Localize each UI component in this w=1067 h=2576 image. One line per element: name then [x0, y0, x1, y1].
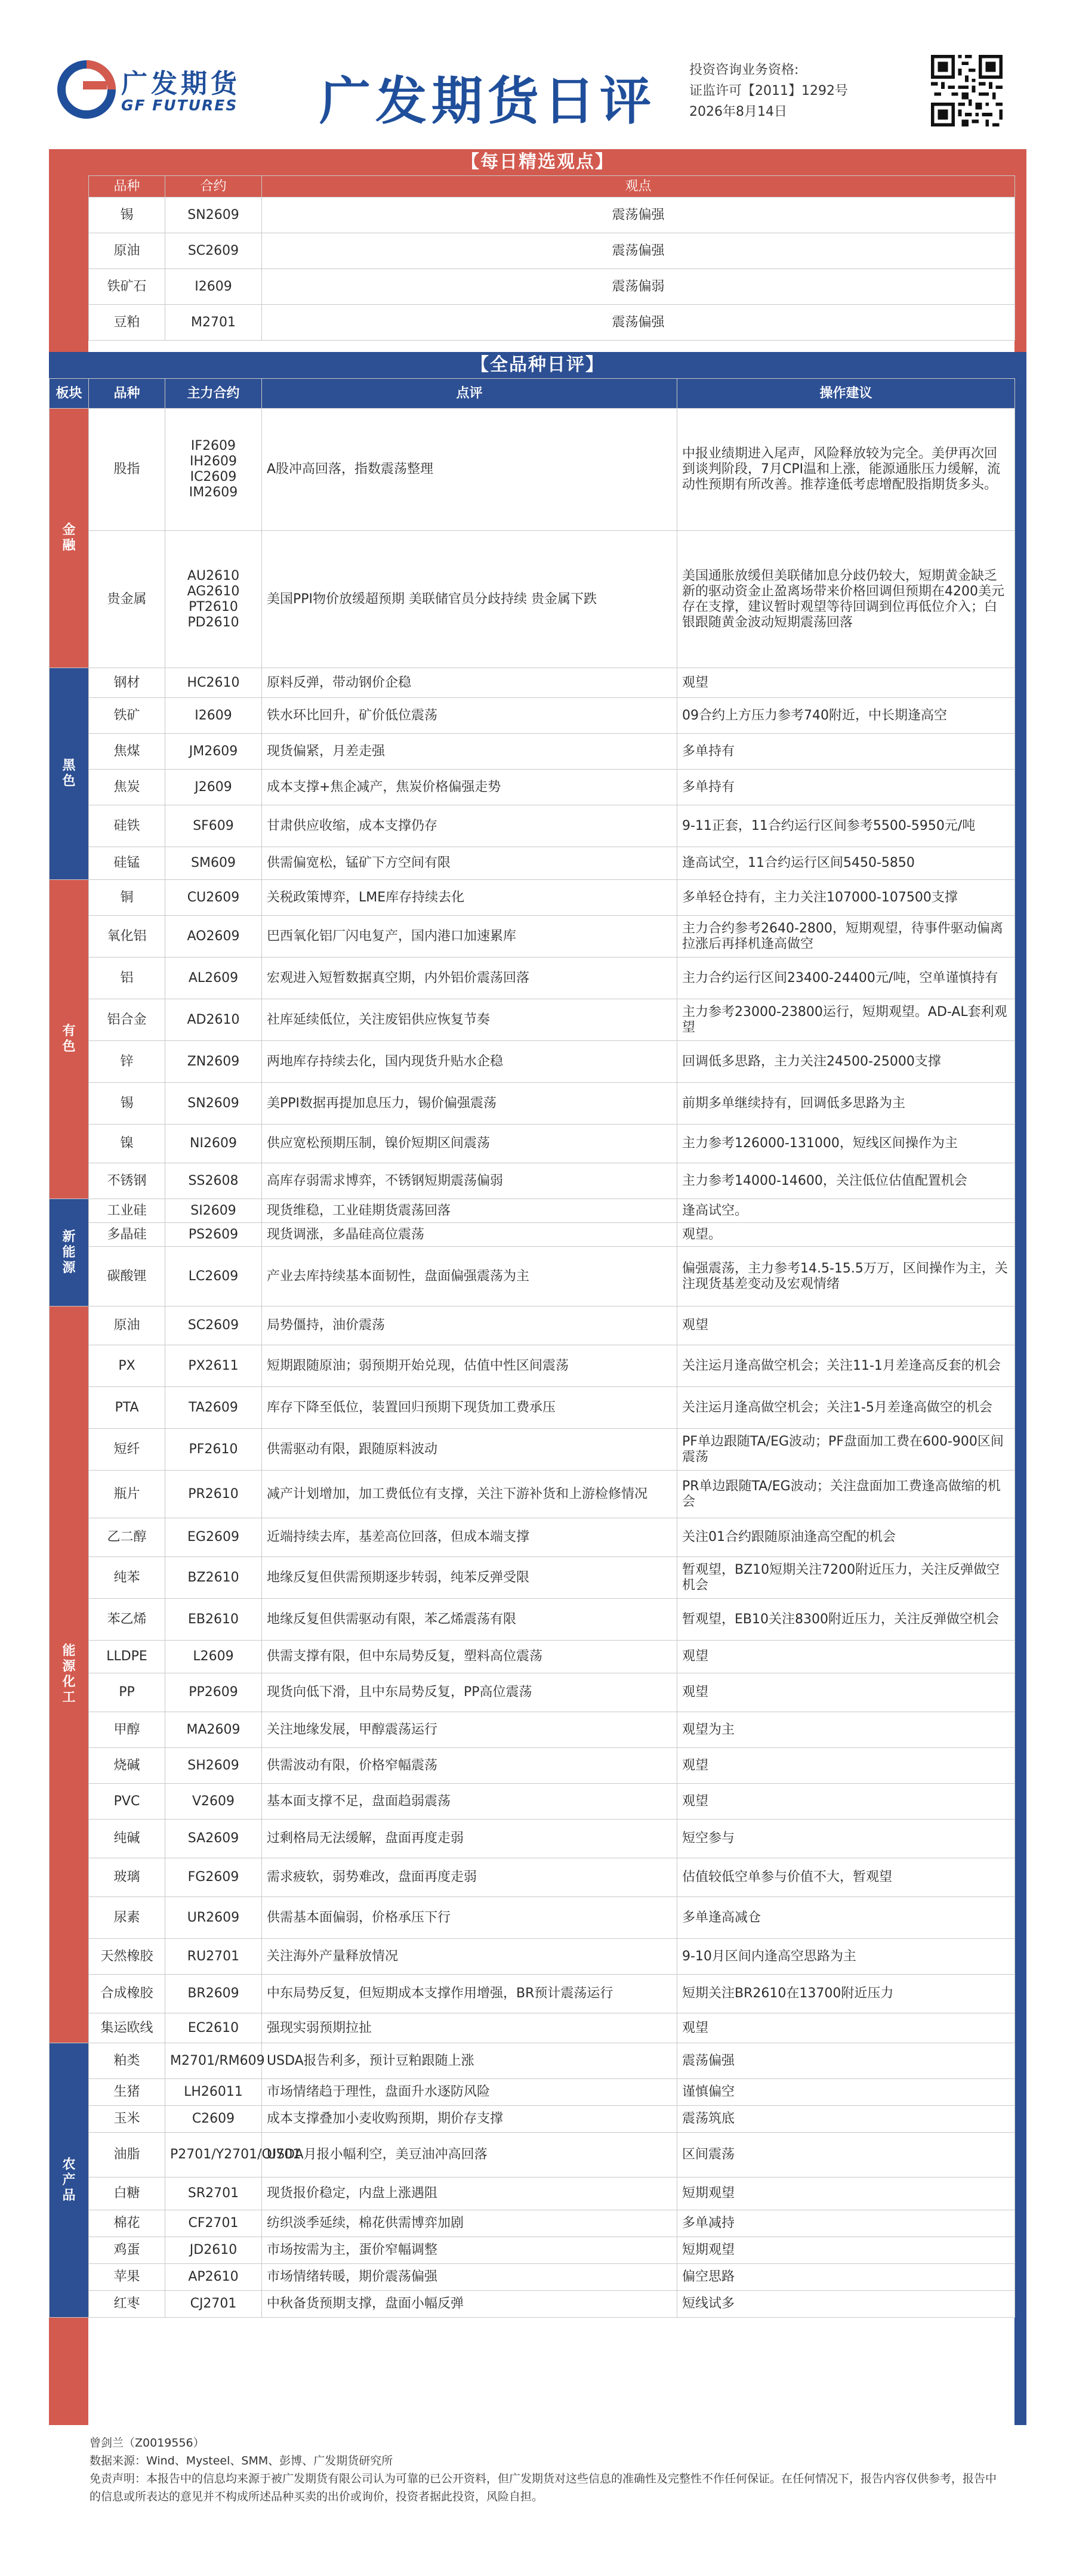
comment-cell: 成本支撑+焦企减产，焦炭价格偏强走势 — [262, 770, 677, 805]
comment-cell: 供需波动有限，价格窄幅震荡 — [262, 1748, 677, 1784]
contract-cell: JD2610 — [165, 2237, 262, 2264]
variety-cell: 铜 — [89, 880, 165, 916]
comment-cell: 现货报价稳定，内盘上涨遇阻 — [262, 2177, 677, 2210]
advice-cell: PF单边跟随TA/EG波动；PF盘面加工费在600-900区间震荡 — [677, 1429, 1015, 1471]
disclaimer: 免责声明：本报告中的信息均来源于被广发期货有限公司认为可靠的已公开资料，但广发期货对这些信息的准确性及完整性不作任何保证。在任何情况下，报告内容仅供参考，报告中的信息或所表达的意见并不构成所述品种买卖的出价或询价，投资者据此投资，风险自担。 — [90, 2472, 997, 2503]
variety-cell: 铁矿石 — [89, 269, 165, 305]
table-row — [50, 1557, 1015, 1599]
variety-cell: 不锈钢 — [89, 1163, 165, 1199]
contract-cell: EG2609 — [165, 1518, 262, 1557]
comment-cell: 宏观进入短暂数据真空期，内外铝价震荡回落 — [262, 957, 677, 999]
table-row — [89, 305, 1015, 341]
table-row — [50, 2210, 1015, 2237]
variety-cell: 尿素 — [89, 1897, 165, 1939]
column-header: 品种 — [89, 176, 165, 197]
table-row — [50, 1712, 1015, 1748]
table-row — [50, 916, 1015, 957]
table-row — [50, 1599, 1015, 1641]
advice-cell: 主力合约运行区间23400-24400元/吨，空单谨慎持有 — [677, 957, 1015, 999]
comment-cell: 地缘反复但供需驱动有限，苯乙烯震荡有限 — [262, 1599, 677, 1641]
table-row — [50, 1939, 1015, 1975]
comment-cell: 现货向低下滑，且中东局势反复，PP高位震荡 — [262, 1673, 677, 1712]
contract-cell: UR2609 — [165, 1897, 262, 1939]
variety-cell: 玉米 — [89, 2106, 165, 2133]
comment-cell: 原料反弹，带动钢价企稳 — [262, 668, 677, 698]
comment-cell: 关税政策博弈，LME库存持续去化 — [262, 880, 677, 916]
variety-cell: 烧碱 — [89, 1748, 165, 1784]
contract-cell: AO2609 — [165, 916, 262, 957]
table-row — [50, 880, 1015, 916]
column-header: 合约 — [165, 176, 262, 197]
contract-cell: I2609 — [165, 269, 262, 305]
sector-name: 新 能 源 — [62, 1229, 76, 1275]
variety-cell: 玻璃 — [89, 1858, 165, 1897]
comment-cell: 甘肃供应收缩，成本支撑仍存 — [262, 805, 677, 847]
column-header: 操作建议 — [677, 379, 1015, 409]
comment-cell: 美国PPI物价放缓超预期 美联储官员分歧持续 贵金属下跌 — [262, 531, 677, 668]
table-row — [50, 1641, 1015, 1673]
report-date: 2026年8月14日 — [689, 104, 787, 119]
contract-cell: SN2609 — [165, 1083, 262, 1125]
sector-name: 黑 色 — [62, 758, 76, 789]
contract-cell: SC2609 — [165, 233, 262, 269]
contract-cell: SH2609 — [165, 1748, 262, 1784]
advice-cell: 偏强震荡，主力参考14.5-15.5万万，区间操作为主，关注现货基差变动及宏观情绪 — [677, 1247, 1015, 1306]
table-row — [50, 1306, 1015, 1345]
variety-cell: 乙二醇 — [89, 1518, 165, 1557]
advice-cell: 估值较低空单参与价值不大，暂观望 — [677, 1858, 1015, 1897]
table-row — [50, 698, 1015, 734]
table-row — [50, 1858, 1015, 1897]
comment-cell: 产业去库持续基本面韧性，盘面偏强震荡为主 — [262, 1247, 677, 1306]
table-row — [50, 2106, 1015, 2133]
table-row — [50, 409, 1015, 531]
variety-cell: PP — [89, 1673, 165, 1712]
table-row — [50, 1247, 1015, 1306]
variety-cell: 贵金属 — [89, 531, 165, 668]
variety-cell: 棉花 — [89, 2210, 165, 2237]
contract-cell: SM609 — [165, 847, 262, 880]
variety-cell: 豆粕 — [89, 305, 165, 341]
comment-cell: 纺织淡季延续，棉花供需博弈加剧 — [262, 2210, 677, 2237]
contract-cell: BZ2610 — [165, 1557, 262, 1599]
contract-cell: M2701 — [165, 305, 262, 341]
contract-cell: BR2609 — [165, 1975, 262, 2013]
gf-logo-mark-icon — [57, 60, 116, 119]
contract-cell: AD2610 — [165, 999, 262, 1041]
table-row — [50, 2264, 1015, 2291]
view-cell: 震荡偏强 — [262, 233, 1015, 269]
table-row — [50, 1041, 1015, 1083]
company-logo — [57, 60, 260, 125]
comment-cell: A股冲高回落，指数震荡整理 — [262, 409, 677, 531]
all-review-table — [49, 378, 1015, 2318]
table-row — [50, 1125, 1015, 1163]
advice-cell: 观望 — [677, 2013, 1015, 2043]
advice-cell: 关注运月逢高做空机会；关注11-1月差逢高反套的机会 — [677, 1345, 1015, 1387]
advice-cell: 谨慎偏空 — [677, 2079, 1015, 2106]
table-row — [50, 1748, 1015, 1784]
advice-cell: 暂观望，EB10关注8300附近压力，关注反弹做空机会 — [677, 1599, 1015, 1641]
contract-cell: RU2701 — [165, 1939, 262, 1975]
advice-cell: 观望 — [677, 1306, 1015, 1345]
advice-cell: 中报业绩期进入尾声，风险释放较为完全。美伊再次回到谈判阶段，7月CPI温和上涨，能源通胀压力缓解，流动性预期有所改善。推荐逢低考虑增配股指期货多头。 — [677, 409, 1015, 531]
daily-picks-title: 【每日精选观点】 — [49, 149, 1026, 175]
variety-cell: 工业硅 — [89, 1199, 165, 1223]
view-cell: 震荡偏弱 — [262, 269, 1015, 305]
advice-cell: 短期观望 — [677, 2177, 1015, 2210]
comment-cell: 过剩格局无法缓解，盘面再度走弱 — [262, 1820, 677, 1858]
variety-cell: PX — [89, 1345, 165, 1387]
advice-cell: 主力参考126000-131000，短线区间操作为主 — [677, 1125, 1015, 1163]
advice-cell: PR单边跟随TA/EG波动；关注盘面加工费逢高做缩的机会 — [677, 1471, 1015, 1518]
contract-cell: CF2701 — [165, 2210, 262, 2237]
table-row — [50, 1673, 1015, 1712]
table-row — [50, 734, 1015, 770]
column-header: 主力合约 — [165, 379, 262, 409]
advice-cell: 主力参考14000-14600，关注低位估值配置机会 — [677, 1163, 1015, 1199]
comment-cell: 成本支撑叠加小麦收购预期，期价存支撑 — [262, 2106, 677, 2133]
table-row — [50, 2291, 1015, 2318]
comment-cell: 供需驱动有限，跟随原料波动 — [262, 1429, 677, 1471]
variety-cell: 铝合金 — [89, 999, 165, 1041]
contract-cell: IF2609 IH2609 IC2609 IM2609 — [165, 409, 262, 531]
advice-cell: 观望 — [677, 1673, 1015, 1712]
table-row — [89, 197, 1015, 233]
table-row — [50, 2177, 1015, 2210]
comment-cell: 近端持续去库，基差高位回落，但成本端支撑 — [262, 1518, 677, 1557]
table-row — [50, 957, 1015, 999]
qr-code-icon — [931, 55, 1003, 126]
comment-cell: 市场情绪趋于理性，盘面升水逐防风险 — [262, 2079, 677, 2106]
table-row — [50, 770, 1015, 805]
comment-cell: 库存下降至低位，装置回归预期下现货加工费承压 — [262, 1387, 677, 1429]
advice-cell: 主力合约参考2640-2800，短期观望，待事件驱动偏离拉涨后再择机逢高做空 — [677, 916, 1015, 957]
comment-cell: 美PPI数据再提加息压力，锡价偏强震荡 — [262, 1083, 677, 1125]
variety-cell: 锌 — [89, 1041, 165, 1083]
comment-cell: 两地库存持续去化，国内现货升贴水企稳 — [262, 1041, 677, 1083]
comment-cell: 强现实弱预期拉扯 — [262, 2013, 677, 2043]
sector-name: 农 产 品 — [62, 2157, 76, 2203]
frame-right-bar-top — [1014, 149, 1026, 352]
column-header: 观点 — [262, 176, 1015, 197]
variety-cell: 硅锰 — [89, 847, 165, 880]
variety-cell: 硅铁 — [89, 805, 165, 847]
advice-cell: 逢高试空，11合约运行区间5450-5850 — [677, 847, 1015, 880]
column-header: 品种 — [89, 379, 165, 409]
contract-cell: J2609 — [165, 770, 262, 805]
table-row — [50, 1820, 1015, 1858]
table-row — [50, 1199, 1015, 1223]
variety-cell: 原油 — [89, 233, 165, 269]
comment-cell: USDA报告利多，预计豆粕跟随上涨 — [262, 2043, 677, 2079]
license-info — [689, 60, 848, 122]
contract-cell: LH26011 — [165, 2079, 262, 2106]
comment-cell: 现货偏紧，月差走强 — [262, 734, 677, 770]
advice-cell: 短空参与 — [677, 1820, 1015, 1858]
advice-cell: 观望 — [677, 668, 1015, 698]
comment-cell: 需求疲软，弱势难改，盘面再度走弱 — [262, 1858, 677, 1897]
advice-cell: 观望为主 — [677, 1712, 1015, 1748]
variety-cell: 焦煤 — [89, 734, 165, 770]
contract-cell: TA2609 — [165, 1387, 262, 1429]
advice-cell: 多单持有 — [677, 734, 1015, 770]
advice-cell: 09合约上方压力参考740附近，中长期逢高空 — [677, 698, 1015, 734]
contract-cell: MA2609 — [165, 1712, 262, 1748]
variety-cell: 苹果 — [89, 2264, 165, 2291]
comment-cell: 巴西氧化铝厂闪电复产，国内港口加速累库 — [262, 916, 677, 957]
sector-label — [50, 880, 89, 1199]
contract-cell: LC2609 — [165, 1247, 262, 1306]
sector-label — [50, 2043, 89, 2318]
contract-cell: SF609 — [165, 805, 262, 847]
comment-cell: 现货维稳，工业硅期货震荡回落 — [262, 1199, 677, 1223]
logo-english-text: GF FUTURES — [121, 97, 238, 114]
comment-cell: 中秋备货预期支撑，盘面小幅反弹 — [262, 2291, 677, 2318]
comment-cell: 局势僵持，油价震荡 — [262, 1306, 677, 1345]
table-row — [50, 2237, 1015, 2264]
table-row — [50, 1083, 1015, 1125]
page-title: 广发期货日评 — [319, 72, 656, 131]
contract-cell: PX2611 — [165, 1345, 262, 1387]
advice-cell: 关注01合约跟随原油逢高空配的机会 — [677, 1518, 1015, 1557]
variety-cell: 白糖 — [89, 2177, 165, 2210]
contract-cell: AU2610 AG2610 PT2610 PD2610 — [165, 531, 262, 668]
contract-cell: AP2610 — [165, 2264, 262, 2291]
comment-cell: 供应宽松预期压制，镍价短期区间震荡 — [262, 1125, 677, 1163]
variety-cell: 鸡蛋 — [89, 2237, 165, 2264]
advice-cell: 多单轻仓持有，主力关注107000-107500支撑 — [677, 880, 1015, 916]
variety-cell: 生猪 — [89, 2079, 165, 2106]
variety-cell: 甲醇 — [89, 1712, 165, 1748]
contract-cell: CJ2701 — [165, 2291, 262, 2318]
variety-cell: 碳酸锂 — [89, 1247, 165, 1306]
report-footer — [90, 2434, 1003, 2506]
comment-cell: 社库延续低位，关注废铝供应恢复节奏 — [262, 999, 677, 1041]
table-row — [50, 805, 1015, 847]
sector-label — [50, 1199, 89, 1306]
contract-cell: FG2609 — [165, 1858, 262, 1897]
advice-cell: 短期关注BR2610在13700附近压力 — [677, 1975, 1015, 2013]
advice-cell: 9-11正套，11合约运行区间参考5500-5950元/吨 — [677, 805, 1015, 847]
variety-cell: 钢材 — [89, 668, 165, 698]
comment-cell: 供需偏宽松，锰矿下方空间有限 — [262, 847, 677, 880]
table-row — [50, 1471, 1015, 1518]
sector-label — [50, 668, 89, 880]
table-row — [50, 1387, 1015, 1429]
advice-cell: 前期多单继续持有，回调低多思路为主 — [677, 1083, 1015, 1125]
variety-cell: LLDPE — [89, 1641, 165, 1673]
column-header: 板块 — [50, 379, 89, 409]
contract-cell: PR2610 — [165, 1471, 262, 1518]
sector-name: 有 色 — [62, 1024, 76, 1054]
contract-cell: HC2610 — [165, 668, 262, 698]
table-row — [50, 2133, 1015, 2177]
advice-cell: 主力参考23000-23800运行，短期观望。AD-AL套利观望 — [677, 999, 1015, 1041]
advice-cell: 多单逢高减仓 — [677, 1897, 1015, 1939]
contract-cell: CU2609 — [165, 880, 262, 916]
table-row — [89, 269, 1015, 305]
contract-cell: SS2608 — [165, 1163, 262, 1199]
sector-label — [50, 409, 89, 668]
advice-cell: 观望 — [677, 1641, 1015, 1673]
comment-cell: 关注地缘发展，甲醇震荡运行 — [262, 1712, 677, 1748]
comment-cell: 现货调涨，多晶硅高位震荡 — [262, 1223, 677, 1247]
sector-name: 能 源 化 工 — [62, 1644, 76, 1705]
comment-cell: 市场按需为主，蛋价窄幅调整 — [262, 2237, 677, 2264]
contract-cell: EC2610 — [165, 2013, 262, 2043]
table-row — [89, 233, 1015, 269]
contract-cell: SR2701 — [165, 2177, 262, 2210]
variety-cell: 苯乙烯 — [89, 1599, 165, 1641]
variety-cell: 焦炭 — [89, 770, 165, 805]
frame-right-bar — [1014, 149, 1026, 2425]
table-row — [50, 1163, 1015, 1199]
comment-cell: 供需支撑有限，但中东局势反复，塑料高位震荡 — [262, 1641, 677, 1673]
variety-cell: PVC — [89, 1784, 165, 1820]
variety-cell: 铝 — [89, 957, 165, 999]
comment-cell: 中东局势反复，但短期成本支撑作用增强，BR预计震荡运行 — [262, 1975, 677, 2013]
table-row — [50, 1897, 1015, 1939]
variety-cell: 氧化铝 — [89, 916, 165, 957]
sector-label — [50, 1306, 89, 2043]
advice-cell: 短期观望 — [677, 2237, 1015, 2264]
logo-chinese-text: 广发期货 — [121, 69, 240, 99]
contract-cell: SA2609 — [165, 1820, 262, 1858]
variety-cell: PTA — [89, 1387, 165, 1429]
view-cell: 震荡偏强 — [262, 305, 1015, 341]
contract-cell: P2701/Y2701/OI701 — [165, 2133, 262, 2177]
table-row — [50, 999, 1015, 1041]
table-row — [50, 1223, 1015, 1247]
advice-cell: 9-10月区间内逢高空思路为主 — [677, 1939, 1015, 1975]
data-source: 数据来源：Wind、Mysteel、SMM、彭博、广发期货研究所 — [90, 2454, 393, 2467]
variety-cell: 红枣 — [89, 2291, 165, 2318]
contract-cell: C2609 — [165, 2106, 262, 2133]
variety-cell: 锡 — [89, 197, 165, 233]
contract-cell: PF2610 — [165, 1429, 262, 1471]
variety-cell: 锡 — [89, 1083, 165, 1125]
advice-cell: 回调低多思路，主力关注24500-25000支撑 — [677, 1041, 1015, 1083]
variety-cell: 原油 — [89, 1306, 165, 1345]
contract-cell: JM2609 — [165, 734, 262, 770]
advice-cell: 逢高试空。 — [677, 1199, 1015, 1223]
contract-cell: V2609 — [165, 1784, 262, 1820]
comment-cell: 关注海外产量释放情况 — [262, 1939, 677, 1975]
table-row — [50, 1345, 1015, 1387]
table-row — [50, 1429, 1015, 1471]
variety-cell: 油脂 — [89, 2133, 165, 2177]
variety-cell: 股指 — [89, 409, 165, 531]
sector-name: 金 融 — [62, 523, 76, 553]
table-row — [50, 2043, 1015, 2079]
table-row — [50, 1518, 1015, 1557]
contract-cell: L2609 — [165, 1641, 262, 1673]
comment-cell: 地缘反复但供需预期逐步转弱，纯苯反弹受限 — [262, 1557, 677, 1599]
column-header: 点评 — [262, 379, 677, 409]
variety-cell: 合成橡胶 — [89, 1975, 165, 2013]
daily-picks-table — [88, 175, 1015, 341]
variety-cell: 短纤 — [89, 1429, 165, 1471]
advice-cell: 美国通胀放缓但美联储加息分歧仍较大，短期黄金缺乏新的驱动资金止盈离场带来价格回调但预期在4200美元存在支撑，建议暂时观望等待回调到位再低位介入；白银跟随黄金波动短期震荡回落 — [677, 531, 1015, 668]
all-review-title: 【全品种日评】 — [49, 352, 1026, 378]
comment-cell: 铁水环比回升，矿价低位震荡 — [262, 698, 677, 734]
license-line: 证监许可【2011】1292号 — [689, 84, 848, 98]
contract-cell: AL2609 — [165, 957, 262, 999]
contract-cell: SI2609 — [165, 1199, 262, 1223]
advice-cell: 观望。 — [677, 1223, 1015, 1247]
table-row — [50, 531, 1015, 668]
advice-cell: 多单减持 — [677, 2210, 1015, 2237]
variety-cell: 粕类 — [89, 2043, 165, 2079]
advice-cell: 暂观望，BZ10短期关注7200附近压力，关注反弹做空机会 — [677, 1557, 1015, 1599]
comment-cell: 供需基本面偏弱，价格承压下行 — [262, 1897, 677, 1939]
variety-cell: 天然橡胶 — [89, 1939, 165, 1975]
advice-cell: 震荡筑底 — [677, 2106, 1015, 2133]
view-cell: 震荡偏强 — [262, 197, 1015, 233]
contract-cell: M2701/RM609 — [165, 2043, 262, 2079]
contract-cell: I2609 — [165, 698, 262, 734]
variety-cell: 纯碱 — [89, 1820, 165, 1858]
table-row — [50, 2013, 1015, 2043]
variety-cell: 多晶硅 — [89, 1223, 165, 1247]
comment-cell: 高库存弱需求博弈，不锈钢短期震荡偏弱 — [262, 1163, 677, 1199]
variety-cell: 铁矿 — [89, 698, 165, 734]
contract-cell: SC2609 — [165, 1306, 262, 1345]
table-row — [50, 847, 1015, 880]
report-header — [0, 0, 1067, 148]
contract-cell: ZN2609 — [165, 1041, 262, 1083]
advice-cell: 区间震荡 — [677, 2133, 1015, 2177]
comment-cell: 减产计划增加，加工费低位有支撑，关注下游补货和上游检修情况 — [262, 1471, 677, 1518]
comment-cell: 市场情绪转暖，期价震荡偏强 — [262, 2264, 677, 2291]
author: 曾剑兰（Z0019556） — [90, 2436, 205, 2450]
comment-cell: 短期跟随原油；弱预期开始兑现，估值中性区间震荡 — [262, 1345, 677, 1387]
table-row — [50, 1975, 1015, 2013]
variety-cell: 瓶片 — [89, 1471, 165, 1518]
advice-cell: 短线试多 — [677, 2291, 1015, 2318]
license-line: 投资咨询业务资格: — [689, 63, 799, 78]
comment-cell: 基本面支撑不足，盘面趋弱震荡 — [262, 1784, 677, 1820]
table-row — [50, 668, 1015, 698]
variety-cell: 纯苯 — [89, 1557, 165, 1599]
advice-cell: 观望 — [677, 1748, 1015, 1784]
table-row — [50, 1784, 1015, 1820]
contract-cell: PP2609 — [165, 1673, 262, 1712]
variety-cell: 集运欧线 — [89, 2013, 165, 2043]
contract-cell: NI2609 — [165, 1125, 262, 1163]
variety-cell: 镍 — [89, 1125, 165, 1163]
advice-cell: 偏空思路 — [677, 2264, 1015, 2291]
comment-cell: USDA月报小幅利空，美豆油冲高回落 — [262, 2133, 677, 2177]
table-row — [50, 2079, 1015, 2106]
advice-cell: 多单持有 — [677, 770, 1015, 805]
contract-cell: PS2609 — [165, 1223, 262, 1247]
advice-cell: 观望 — [677, 1784, 1015, 1820]
advice-cell: 关注运月逢高做空机会；关注1-5月差逢高做空的机会 — [677, 1387, 1015, 1429]
contract-cell: EB2610 — [165, 1599, 262, 1641]
advice-cell: 震荡偏强 — [677, 2043, 1015, 2079]
contract-cell: SN2609 — [165, 197, 262, 233]
